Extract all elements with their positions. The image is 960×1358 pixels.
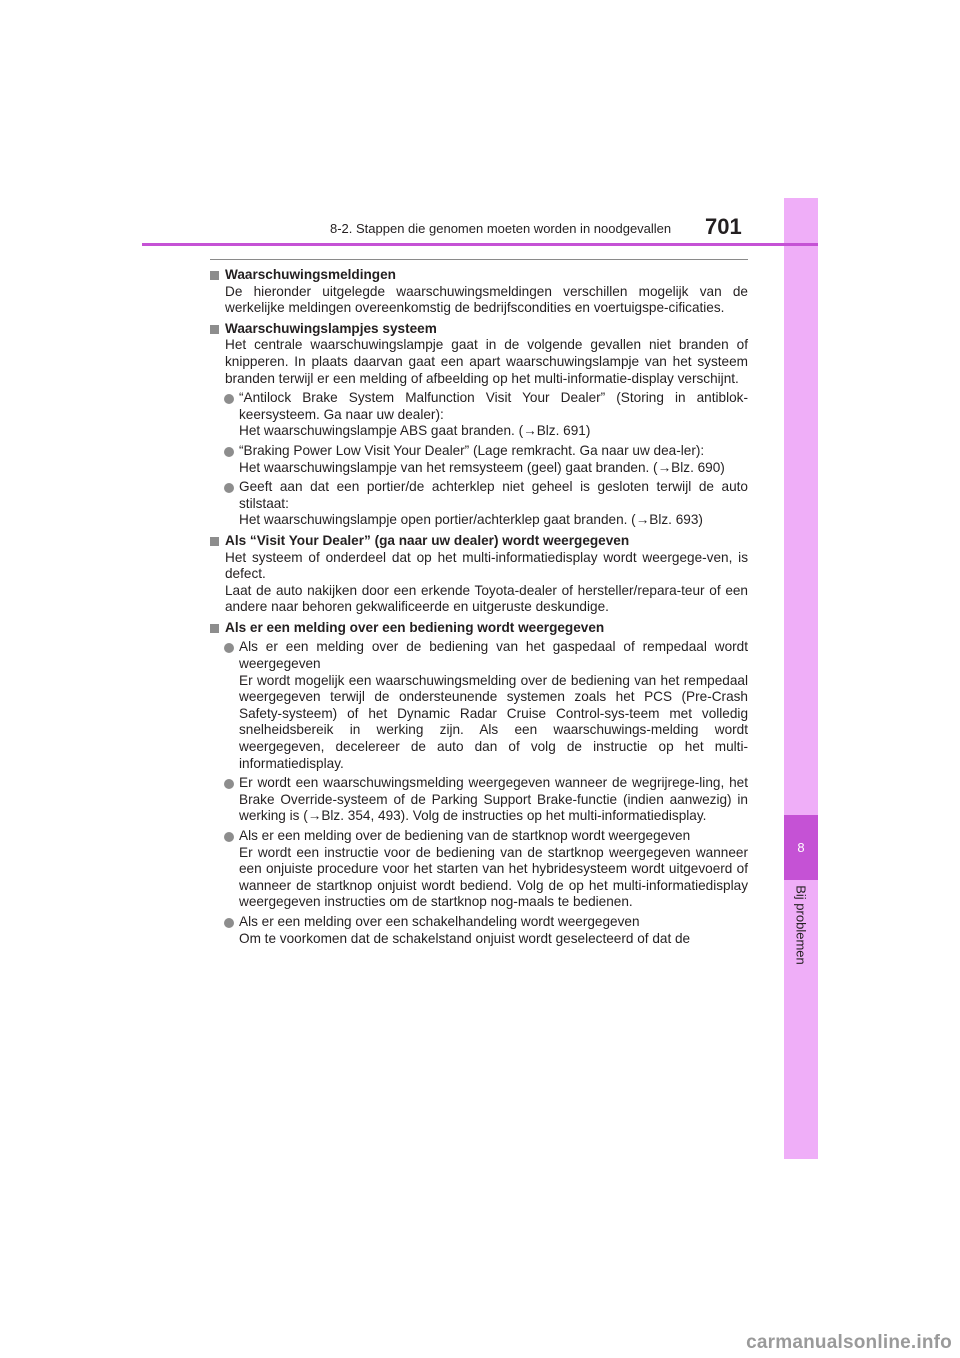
chapter-label: Bij problemen [793,885,809,965]
list-item-text: “Braking Power Low Visit Your Dealer” (Lage remkracht. Ga naar uw dea-ler): [239,442,705,458]
square-bullet-icon [210,537,219,546]
page-content [210,267,748,951]
header-divider [142,243,818,246]
list-item-text: Geeft aan dat een portier/de achterklep niet geheel is gesloten terwijl de auto stilstaat: [239,479,748,511]
round-bullet-icon [224,832,234,842]
list-item [210,639,748,772]
square-bullet-icon [210,271,219,280]
side-tab-background [784,198,818,1159]
content-rule [210,259,748,260]
square-bullet-icon [210,624,219,633]
list-item-text: Als er een melding over de bediening van het gaspedaal of rempedaal wordt weergegeven [239,639,748,672]
section-heading-text: Als “Visit Your Dealer” (ga naar uw dealer) wordt weergegeven [225,532,630,548]
section-heading-text: Waarschuwingslampjes systeem [225,320,437,336]
list-item-text: Er wordt een waarschuwingsmelding weergegeven wanneer de wegrijrege-ling, het Brake Override-systeem of de Parking Support Brake-functie (indien aanwezig) in werking is (→Blz. 354, 493). Volg de instructies op het multi-informatiedisplay. [239,775,748,824]
page-number: 701 [705,214,742,239]
list-item-text: Om te voorkomen dat de schakelstand onjuist wordt geselecteerd of dat de [239,930,691,946]
round-bullet-icon [224,394,234,404]
square-bullet-icon [210,325,219,334]
section-warnings [210,267,748,317]
section-warning-lamps [210,321,748,529]
list-item [210,914,748,947]
section-heading [210,267,748,284]
section-heading [210,533,748,550]
round-bullet-icon [224,643,234,653]
chapter-number: 8 [784,815,818,880]
section-visit-dealer [210,533,748,616]
list-item-text: “Antilock Brake System Malfunction Visit Your Dealer” (Storing in antiblok-keersysteem. Ga naar uw dealer): [239,390,748,422]
section-heading-text: Waarschuwingsmeldingen [225,267,396,282]
list-item [210,775,748,825]
section-heading [210,321,748,338]
list-item-text: Als er een melding over een schakelhandeling wordt weergegeven [239,913,640,929]
paragraph: Laat de auto nakijken door een erkende Toyota-dealer of hersteller/repara-teur of een andere naar behoren gekwalificeerde en uitgeruste deskundige. [225,582,748,615]
round-bullet-icon [224,447,234,457]
paragraph: Het centrale waarschuwingslampje gaat in de volgende gevallen niet branden of knipperen. In plaats daarvan gaat een apart waarschuwingslampje van het systeem branden terwijl er een melding of afbeelding op het multi-informatie-display verschijnt. [225,337,748,386]
list-item-text: Er wordt mogelijk een waarschuwingsmelding over de bediening van het rempedaal weergegeven terwijl de ondersteunende systemen zoals het PCS (Pre-Crash Safety-systeem) of het Dynamic Radar Cruise Control-sys-teem met volledig snelheidsbereik in werking zijn. Als een waarschuwings-melding wordt weergegeven, decelereer de auto dan of volg de instructie op het multi-informatiedisplay. [239,672,748,771]
list-item [210,443,748,476]
round-bullet-icon [224,918,234,928]
list-item [210,828,748,911]
list-item-text: Als er een melding over de bediening van de startknop wordt weergegeven [239,828,691,843]
paragraph: Het systeem of onderdeel dat op het multi-informatiedisplay wordt weergege-ven, is defect. [225,549,748,582]
round-bullet-icon [224,483,234,493]
section-operation-message [210,620,748,947]
section-title: 8-2. Stappen die genomen moeten worden in noodgevallen [330,221,672,236]
list-item-text: Het waarschuwingslampje van het remsysteem (geel) gaat branden. (→Blz. 690) [239,459,725,475]
list-item [210,390,748,440]
watermark-logo: carmanualsonline.info [746,1332,952,1353]
section-heading [210,620,748,637]
section-heading-text: Als er een melding over een bediening wordt weergegeven [225,619,605,635]
paragraph: De hieronder uitgelegde waarschuwingsmeldingen verschillen mogelijk van de werkelijke meldingen overeenkomstig de bedrijfscondities en voertuigspe-cificaties. [225,283,748,316]
list-item-text: Het waarschuwingslampje open portier/achterklep gaat branden. (→Blz. 693) [239,512,703,528]
round-bullet-icon [224,779,234,789]
list-item-text: Er wordt een instructie voor de bediening van de startknop weergegeven wanneer een onjuiste procedure voor het starten van het hybridesysteem wordt uitgevoerd of wanneer de startknop onjuist wordt bediend. Volg de op het multi-informatiedisplay weergegeven instructies om de startknop nog-maals te bedienen. [239,844,748,910]
list-item [210,479,748,529]
list-item-text: Het waarschuwingslampje ABS gaat branden. (→Blz. 691) [239,423,591,439]
